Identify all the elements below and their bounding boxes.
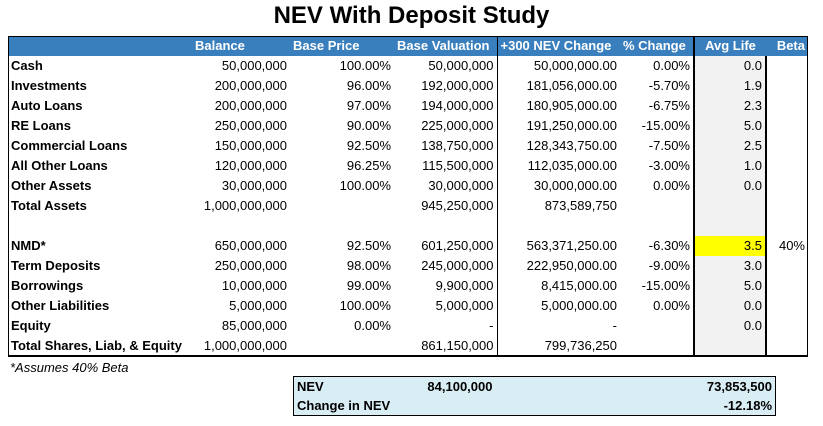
beta-cell [766, 256, 808, 276]
table-row [8, 136, 808, 156]
balance-cell: 30,000,000 [221, 178, 287, 193]
change-in-nev-value: -12.18% [723, 398, 772, 413]
nev-change-cell: 8,415,000.00 [497, 276, 620, 296]
nev-change-cell: 112,035,000.00 [497, 156, 620, 176]
pct-change-cell: 0.00% [653, 58, 690, 73]
table-row [8, 116, 808, 136]
balance-cell: 250,000,000 [214, 118, 287, 133]
base-price-cell [290, 196, 394, 216]
row-label: Cash [11, 58, 43, 73]
base-price-cell: 100.00% [339, 298, 391, 313]
row-label: RE Loans [11, 118, 71, 133]
base-valuation-cell: 115,500,000 [422, 158, 494, 173]
header-avg-life: Avg Life [694, 36, 766, 56]
pct-change-cell: -3.00% [648, 158, 690, 173]
balance-cell: 650,000,000 [214, 238, 287, 253]
pct-change-cell: 0.00% [653, 298, 690, 313]
table-row [8, 56, 808, 76]
row-label: Equity [11, 318, 51, 333]
pct-change-cell [620, 316, 694, 336]
nev-change-cell: 563,371,250.00 [497, 236, 620, 256]
base-valuation-cell: 30,000,000 [428, 178, 494, 193]
pct-change-cell: -15.00% [641, 118, 690, 133]
avg-life-cell: 5.0 [694, 276, 766, 296]
balance-cell [192, 216, 290, 236]
nev-shocked-value: 73,853,500 [706, 379, 772, 394]
base-price-cell: 98.00% [346, 258, 391, 273]
base-price-cell: 90.00% [346, 118, 391, 133]
base-price-cell: 92.50% [346, 238, 391, 253]
beta-cell [766, 96, 808, 116]
nev-change-cell: 128,343,750.00 [497, 136, 620, 156]
table-row [8, 96, 808, 116]
beta-cell [766, 116, 808, 136]
nev-change-cell: 5,000,000.00 [497, 296, 620, 316]
table-row [8, 316, 808, 336]
nev-summary-table [293, 376, 776, 416]
balance-cell: 200,000,000 [214, 78, 287, 93]
beta-cell [766, 56, 808, 76]
base-price-cell [290, 336, 394, 357]
beta-cell [766, 216, 808, 236]
beta-cell [766, 156, 808, 176]
beta-cell [766, 176, 808, 196]
avg-life-cell: 0.0 [694, 316, 766, 336]
pct-change-cell: -7.50% [648, 138, 690, 153]
avg-life-cell: 3.5 [694, 236, 766, 256]
balance-cell: 50,000,000 [221, 58, 287, 73]
row-label: Auto Loans [11, 98, 83, 113]
base-valuation-cell: 245,000,000 [421, 258, 494, 273]
balance-cell: 120,000,000 [214, 158, 287, 173]
row-label: Total Assets [11, 198, 87, 213]
balance-cell: 1,000,000,000 [192, 336, 290, 357]
base-valuation-cell: 5,000,000 [435, 298, 494, 313]
change-in-nev-row [294, 396, 776, 416]
row-label: Term Deposits [11, 258, 101, 273]
balance-cell: 85,000,000 [221, 318, 287, 333]
header-blank [8, 36, 192, 56]
change-in-nev-spacer [404, 396, 496, 416]
avg-life-cell [694, 336, 766, 357]
header-base-valuation: Base Valuation [394, 36, 497, 56]
base-valuation-cell: 945,250,000 [421, 198, 494, 213]
nev-change-cell: 50,000,000.00 [497, 56, 620, 76]
pct-change-cell [620, 336, 694, 357]
base-valuation-cell: - [489, 318, 494, 333]
nev-change-cell: 181,056,000.00 [497, 76, 620, 96]
base-valuation-cell: 601,250,000 [421, 238, 494, 253]
beta-cell [766, 316, 808, 336]
base-valuation-cell: 861,150,000 [394, 336, 497, 357]
beta-cell [766, 336, 808, 357]
row-label: All Other Loans [11, 158, 108, 173]
pct-change-cell: -5.70% [648, 78, 690, 93]
avg-life-cell: 1.9 [694, 76, 766, 96]
beta-cell: 40% [778, 238, 805, 253]
nev-change-cell: 799,736,250 [497, 336, 620, 357]
base-price-cell: 97.00% [346, 98, 391, 113]
base-price-cell: 100.00% [339, 58, 391, 73]
nev-label: NEV [297, 379, 324, 394]
avg-life-cell: 0.0 [694, 296, 766, 316]
base-valuation-cell: 50,000,000 [428, 58, 494, 73]
balance-cell: 1,000,000,000 [203, 198, 287, 213]
base-price-cell: 100.00% [339, 178, 391, 193]
table-row [8, 76, 808, 96]
beta-cell [766, 196, 808, 216]
avg-life-cell: 3.0 [694, 256, 766, 276]
header-base-price: Base Price [290, 36, 394, 56]
beta-cell [766, 76, 808, 96]
base-price-cell: 96.00% [346, 78, 391, 93]
table-row [8, 256, 808, 276]
row-label: NMD* [11, 238, 46, 253]
beta-cell [766, 136, 808, 156]
base-price-cell: 0.00% [354, 318, 391, 333]
header-row [8, 36, 808, 56]
nev-base-value: 84,100,000 [427, 379, 493, 394]
row-label: Investments [11, 78, 87, 93]
pct-change-cell: -9.00% [648, 258, 690, 273]
balance-cell: 10,000,000 [221, 278, 287, 293]
avg-life-cell: 0.0 [694, 56, 766, 76]
pct-change-cell [620, 216, 694, 236]
header-nev-change: +300 NEV Change [497, 36, 620, 56]
header-beta: Beta [766, 36, 808, 56]
avg-life-cell: 1.0 [694, 156, 766, 176]
nev-change-cell [497, 216, 620, 236]
avg-life-cell [694, 216, 766, 236]
pct-change-cell: 0.00% [653, 178, 690, 193]
nev-change-cell: 30,000,000.00 [497, 176, 620, 196]
nev-change-cell: 873,589,750 [497, 196, 620, 216]
row-label: Total Shares, Liab, & Equity [8, 336, 192, 357]
base-price-cell [290, 216, 394, 236]
balance-cell: 150,000,000 [214, 138, 287, 153]
base-price-cell: 96.25% [346, 158, 391, 173]
row-label: Other Assets [11, 178, 92, 193]
header-pct-change: % Change [620, 36, 694, 56]
avg-life-cell: 2.3 [694, 96, 766, 116]
table-row [8, 196, 808, 216]
base-valuation-cell [394, 216, 497, 236]
pct-change-cell: -6.75% [648, 98, 690, 113]
table-row [8, 236, 808, 256]
pct-change-cell: -15.00% [641, 278, 690, 293]
nev-row [294, 377, 776, 397]
row-label: Borrowings [11, 278, 84, 293]
base-valuation-cell: 9,900,000 [435, 278, 494, 293]
header-balance: Balance [192, 36, 290, 56]
avg-life-cell [694, 196, 766, 216]
nev-change-cell: - [497, 316, 620, 336]
row-label [8, 216, 192, 236]
table-row [8, 296, 808, 316]
table-row [8, 176, 808, 196]
base-valuation-cell: 192,000,000 [421, 78, 494, 93]
base-price-cell: 92.50% [346, 138, 391, 153]
table-row [8, 216, 808, 236]
nev-change-cell: 222,950,000.00 [497, 256, 620, 276]
beta-cell [766, 296, 808, 316]
avg-life-cell: 2.5 [694, 136, 766, 156]
nev-table [8, 36, 808, 357]
footnote: *Assumes 40% Beta [10, 360, 129, 375]
pct-change-cell: -6.30% [648, 238, 690, 253]
row-label: Commercial Loans [11, 138, 128, 153]
nev-change-cell: 180,905,000.00 [497, 96, 620, 116]
change-in-nev-label: Change in NEV [297, 398, 391, 413]
table-row [8, 336, 808, 357]
balance-cell: 250,000,000 [214, 258, 287, 273]
pct-change-cell [620, 196, 694, 216]
base-valuation-cell: 225,000,000 [421, 118, 494, 133]
table-row [8, 156, 808, 176]
balance-cell: 200,000,000 [214, 98, 287, 113]
beta-cell [766, 276, 808, 296]
avg-life-cell: 0.0 [694, 176, 766, 196]
row-label: Other Liabilities [11, 298, 110, 313]
nev-change-cell: 191,250,000.00 [497, 116, 620, 136]
table-row [8, 276, 808, 296]
balance-cell: 5,000,000 [229, 298, 287, 313]
avg-life-cell: 5.0 [694, 116, 766, 136]
base-valuation-cell: 194,000,000 [421, 98, 494, 113]
base-valuation-cell: 138,750,000 [421, 138, 494, 153]
base-price-cell: 99.00% [346, 278, 391, 293]
page-title: NEV With Deposit Study [273, 2, 550, 29]
